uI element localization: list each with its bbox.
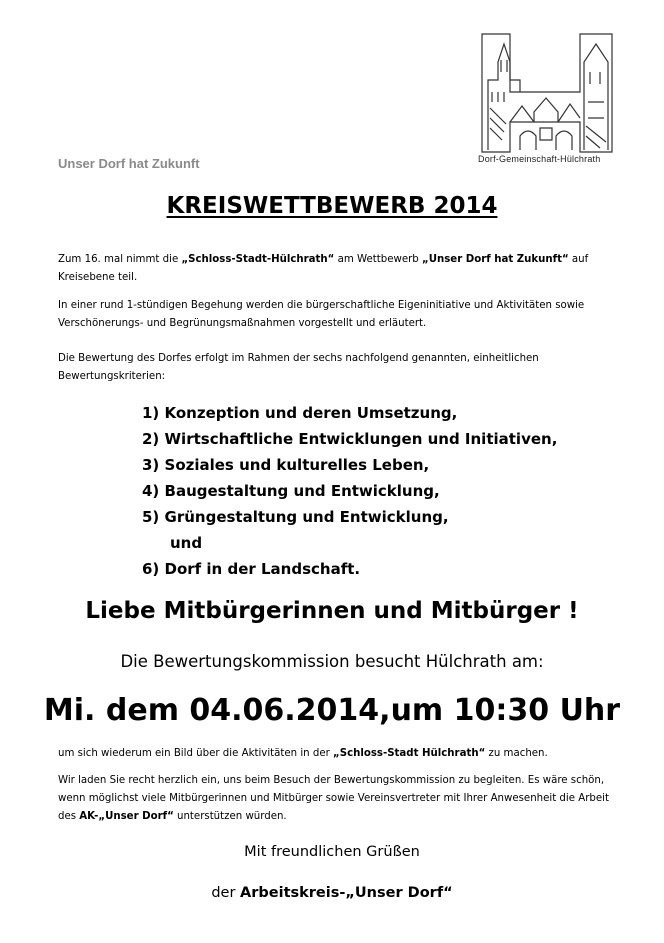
intro-text-3: auf Kreisebene teil.: [58, 254, 589, 283]
signature-line: [0, 885, 664, 901]
intro-text-2: am Wettbewerb: [334, 254, 422, 265]
village-castle-logo-icon: [480, 32, 614, 154]
purpose-text-2: zu machen.: [485, 748, 548, 759]
criteria-item: 2) Wirtschaftliche Entwicklungen und Initiativen,: [142, 430, 558, 448]
village-name: „Schloss-Stadt-Hülchrath“: [181, 254, 335, 265]
criteria-list: [142, 400, 557, 582]
signature-prefix: der: [211, 885, 241, 901]
criteria-item: 6) Dorf in der Landschaft.: [142, 560, 361, 578]
criteria-item: 1) Konzeption und deren Umsetzung,: [142, 404, 458, 422]
intro-paragraph: [58, 251, 618, 287]
intro-text-1: Zum 16. mal nimmt die: [58, 254, 182, 265]
criteria-intro-paragraph: Die Bewertung des Dorfes erfolgt im Rahmen der sechs nachfolgend genannten, einheitlichen Bewertungskriterien:: [58, 353, 539, 382]
criteria-item: 4) Baugestaltung und Entwicklung,: [142, 482, 440, 500]
tagline: Unser Dorf hat Zukunft: [58, 156, 200, 171]
walkthrough-paragraph: In einer rund 1-stündigen Begehung werden die bürgerschaftliche Eigeninitiative und Aktivitäten sowie Verschönerungs- und Begrünungsmaßnahmen vorgestellt und erläutert.: [58, 300, 585, 329]
visit-announcement: Die Bewertungskommission besucht Hülchrath am:: [120, 652, 544, 671]
competition-name: „Unser Dorf hat Zukunft“: [422, 254, 569, 265]
invitation-text-2: unterstützen würden.: [173, 811, 287, 822]
purpose-paragraph: [58, 745, 618, 763]
logo-caption: Dorf-Gemeinschaft-Hülchrath: [478, 154, 601, 164]
invitation-paragraph: [58, 772, 618, 826]
greeting-heading: Liebe Mitbürgerinnen und Mitbürger !: [85, 598, 579, 624]
invitation-text-1: Wir laden Sie recht herzlich ein, uns beim Besuch der Bewertungskommission zu begleiten. Es wäre schön, wenn möglichst viele Mitbürgerinnen und Mitbürger sowie Vereinsvertreter mit Ihrer Anwesenheit die Arbeit des: [58, 775, 609, 822]
visit-date: Mi. dem 04.06.2014,um 10:30 Uhr: [43, 693, 621, 728]
village-name: „Schloss-Stadt Hülchrath“: [333, 748, 486, 759]
signature-name: Arbeitskreis-„Unser Dorf“: [240, 885, 453, 901]
criteria-item: 3) Soziales und kulturelles Leben,: [142, 456, 430, 474]
page-title: KREISWETTBEWERB 2014: [166, 193, 498, 219]
criteria-connector: und: [170, 534, 203, 552]
village-castle-logo: [480, 32, 614, 168]
working-group-name: AK-„Unser Dorf“: [79, 811, 174, 822]
regards-line: Mit freundlichen Grüßen: [244, 844, 420, 860]
criteria-item: 5) Grüngestaltung und Entwicklung,: [142, 508, 449, 526]
purpose-text-1: um sich wiederum ein Bild über die Aktivitäten in der: [58, 748, 334, 759]
